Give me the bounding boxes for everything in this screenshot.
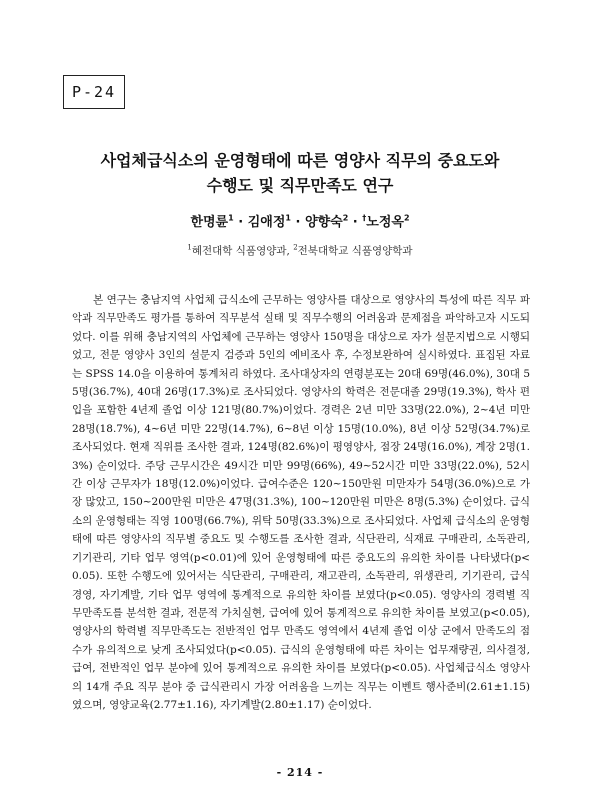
author-name: 노정옥	[366, 215, 404, 230]
author-mark: 1	[228, 213, 234, 223]
author-name: 김애정	[247, 215, 286, 230]
author-name: 한명륜	[190, 215, 229, 230]
page-number: - 214 -	[276, 766, 324, 779]
paper-title	[60, 148, 540, 198]
author-mark: 1	[285, 213, 291, 223]
affiliation-text: 전북대학교 식품영양학과	[297, 245, 413, 257]
corresponding-mark: †	[362, 213, 367, 223]
paper-title-line1: 사업체급식소의 운영형태에 따른 영양사 직무의 중요도와	[100, 151, 500, 170]
paper-title-line2: 수행도 및 직무만족도 연구	[206, 176, 394, 195]
author-mark: 2	[342, 213, 349, 223]
affiliation-text: 혜전대학 식품영양과,	[191, 245, 290, 257]
author-mark: 2	[403, 213, 410, 223]
abstract-code: P-24	[71, 83, 117, 101]
author-name: 양향숙	[305, 215, 343, 230]
affiliation-list	[60, 243, 540, 259]
abstract-code-box	[63, 75, 125, 109]
author-list: 한명륜$^1$ · 김애정$^1$ · 양향숙$^2$ · †노정옥$^2$	[190, 213, 410, 230]
affiliation-mark: 1	[187, 243, 192, 252]
abstract-body: 본 연구는 충남지역 사업체 급식소에 근무하는 영양사를 대상으로 영양사의 특성에 따른 직무 파악과 직무만족도 평가를 통하여 직무분석 실태 및 직무수행의 어려움과 문제점을 파악하고자 시도되었다. 이를 위해 충남지역의 사업체에 근무하는 영양사 150명을 대상으로 자가 설문지법으로 시행되었고, 전문 영양사 3인의 설문지 검증과 5인의 예비조사 후, 수정보완하여 실시하였다. 표집된 자료는 SPSS 14.0을 이용하여 통계처리 하였다. 조사대상자의 연령분포는 20대 69명(46.0%), 30대 55명(36.7%), 40대 26명(17.3%)로 조사되었다. 영양사의 학력은 전문대졸 29명(19.3%), 학사 편입을 포함한 4년제 졸업 이상 121명(80.7%)이었다. 경력은 2년 미만 33명(22.0%), 2∼4년 미만 28명(18.7%), 4∼6년 미만 22명(14.7%), 6∼8년 이상 15명(10.0%), 8년 이상 52명(34.7%)로 조사되었다. 현재 직위를 조사한 결과, 124명(82.6%)이 평영양사, 점장 24명(16.0%), 계장 2명(1.3%) 순이었다. 주당 근무시간은 49시간 미만 99명(66%), 49∼52시간 미만 33명(22.0%), 52시간 이상 근무자가 18명(12.0%)이었다. 급여수준은 120∼150만원 미만자가 54명(36.0%)으로 가장 많았고, 150∼200만원 미만은 47명(31.3%), 100∼120만원 미만은 8명(5.3%) 순이었다. 급식소의 운영형태는 직영 100명(66.7%), 위탁 50명(33.3%)으로 조사되었다. 사업체 급식소의 운영형태에 따른 영양사의 직무별 중요도 및 수행도를 조사한 결과, 식단관리, 식재료 구매관리, 소독관리, 기기관리, 기타 업무 영역(p<0.01)에 있어 운영형태에 따른 중요도의 유의한 차이를 나타냈다(p<0.05). 또한 수행도에 있어서는 식단관리, 구매관리, 재고관리, 소독관리, 위생관리, 기기관리, 급식경영, 자기계발, 기타 업무 영역에 통계적으로 유의한 차이를 보였다(p<0.05). 영양사의 경력별 직무만족도를 분석한 결과, 전문적 가치실현, 급여에 있어 통계적으로 유의한 차이를 보였고(p<0.05), 영양사의 학력별 직무만족도는 전반적인 업무 만족도 영역에서 4년제 졸업 이상 군에서 만족도의 점수가 유의적으로 낮게 조사되었다(p<0.05). 급식의 운영형태에 따른 차이는 업무재량권, 의사결정, 급여, 전반적인 업무 분야에 있어 통계적으로 유의한 차이를 보였다(p<0.05). 사업체급식소 영양사의 14개 주요 직무 분야 중 급식관리시 가장 어려움을 느끼는 직무는 이벤트 행사준비(2.61±1.15)였으며, 영양교육(2.77±1.16), 자기계발(2.80±1.17) 순이었다.	[72, 294, 530, 711]
affiliation-mark: 2	[293, 243, 298, 252]
